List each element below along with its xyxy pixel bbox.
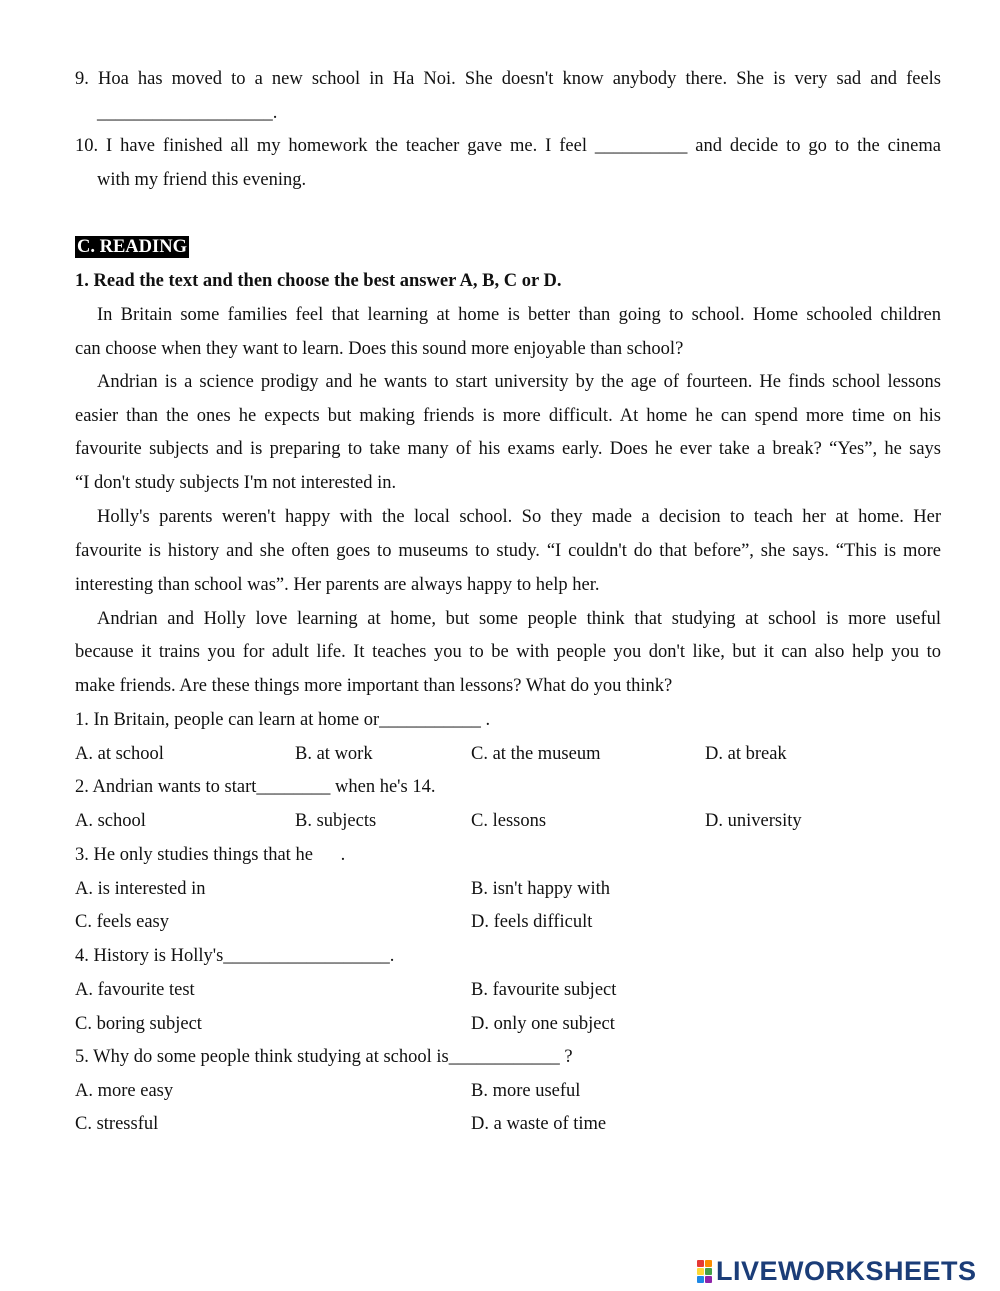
liveworksheets-logo-icon [697,1260,712,1283]
question-4-option-c[interactable]: C. boring subject [75,1014,202,1034]
passage-p2-line-2: easier than the ones he expects but making friends is more difficult. At home he can spend more time on his [75,406,941,426]
passage-p2-line-4: “I don't study subjects I'm not interested in. [75,473,397,493]
logo-block-4 [705,1268,712,1275]
question-1-stem: 1. In Britain, people can learn at home or___________ . [75,710,491,730]
question-3-stem: 3. He only studies things that he . [75,845,346,865]
question-4-stem: 4. History is Holly's__________________. [75,946,395,966]
logo-text: LIVEWORKSHEETS [716,1255,977,1286]
question-3-option-d[interactable]: D. feels difficult [471,912,593,932]
question-2-stem: 2. Andrian wants to start________ when he's 14. [75,777,436,797]
section-heading: C. READING [77,237,187,257]
question-2-option-b[interactable]: B. subjects [295,811,377,831]
reading-instruction: 1. Read the text and then choose the best answer A, B, C or D. [75,271,562,291]
logo-block-6 [705,1276,712,1283]
passage-p1-line-2: can choose when they want to learn. Does this sound more enjoyable than school? [75,339,684,359]
question-1-option-c[interactable]: C. at the museum [471,744,601,764]
question-1-option-a[interactable]: A. at school [75,744,164,764]
passage-p4-line-2: because it trains you for adult life. It teaches you to be with people you don't like, but it can also help you to [75,642,941,662]
logo-block-1 [697,1260,704,1267]
question-5-option-b[interactable]: B. more useful [471,1081,581,1101]
question-4-option-d[interactable]: D. only one subject [471,1014,615,1034]
question-10-line-1: 10. I have finished all my homework the teacher gave me. I feel __________ and decide to go to the cinema [75,136,941,156]
question-3-option-b[interactable]: B. isn't happy with [471,879,611,899]
question-4-option-b[interactable]: B. favourite subject [471,980,617,1000]
question-1-option-d[interactable]: D. at break [705,744,787,764]
logo-block-5 [697,1276,704,1283]
passage-p4-line-3: make friends. Are these things more important than lessons? What do you think? [75,676,673,696]
question-3-option-a[interactable]: A. is interested in [75,879,206,899]
passage-p3-line-1: Holly's parents weren't happy with the local school. So they made a decision to teach her at home. Her [97,507,941,527]
question-2-option-c[interactable]: C. lessons [471,811,547,831]
passage-p3-line-2: favourite is history and she often goes to museums to study. “I couldn't do that before”, she says. “This is more [75,541,941,561]
passage-p1-line-1: In Britain some families feel that learning at home is better than going to school. Home schooled children [97,305,941,325]
passage-p2-line-3: favourite subjects and is preparing to take many of his exams early. Does he ever take a break? “Yes”, he says [75,439,941,459]
passage-p4-line-1: Andrian and Holly love learning at home, but some people think that studying at school is more useful [97,609,941,629]
question-1-option-b[interactable]: B. at work [295,744,373,764]
question-5-option-c[interactable]: C. stressful [75,1114,159,1134]
question-2-option-d[interactable]: D. university [705,811,802,831]
passage-p2-line-1: Andrian is a science prodigy and he wants to start university by the age of fourteen. He finds school lessons [97,372,941,392]
question-9-blank: ___________________. [97,103,278,123]
question-4-option-a[interactable]: A. favourite test [75,980,195,1000]
question-5-option-d[interactable]: D. a waste of time [471,1114,607,1134]
question-3-option-c[interactable]: C. feels easy [75,912,170,932]
logo-block-2 [705,1260,712,1267]
logo-block-3 [697,1268,704,1275]
liveworksheets-logo [697,1255,977,1287]
question-5-stem: 5. Why do some people think studying at school is____________ ? [75,1047,573,1067]
question-2-option-a[interactable]: A. school [75,811,146,831]
question-9-line-1: 9. Hoa has moved to a new school in Ha Noi. She doesn't know anybody there. She is very sad and feels [75,69,941,89]
passage-p3-line-3: interesting than school was”. Her parents are always happy to help her. [75,575,600,595]
question-10-line-2: with my friend this evening. [97,170,307,190]
question-5-option-a[interactable]: A. more easy [75,1081,174,1101]
